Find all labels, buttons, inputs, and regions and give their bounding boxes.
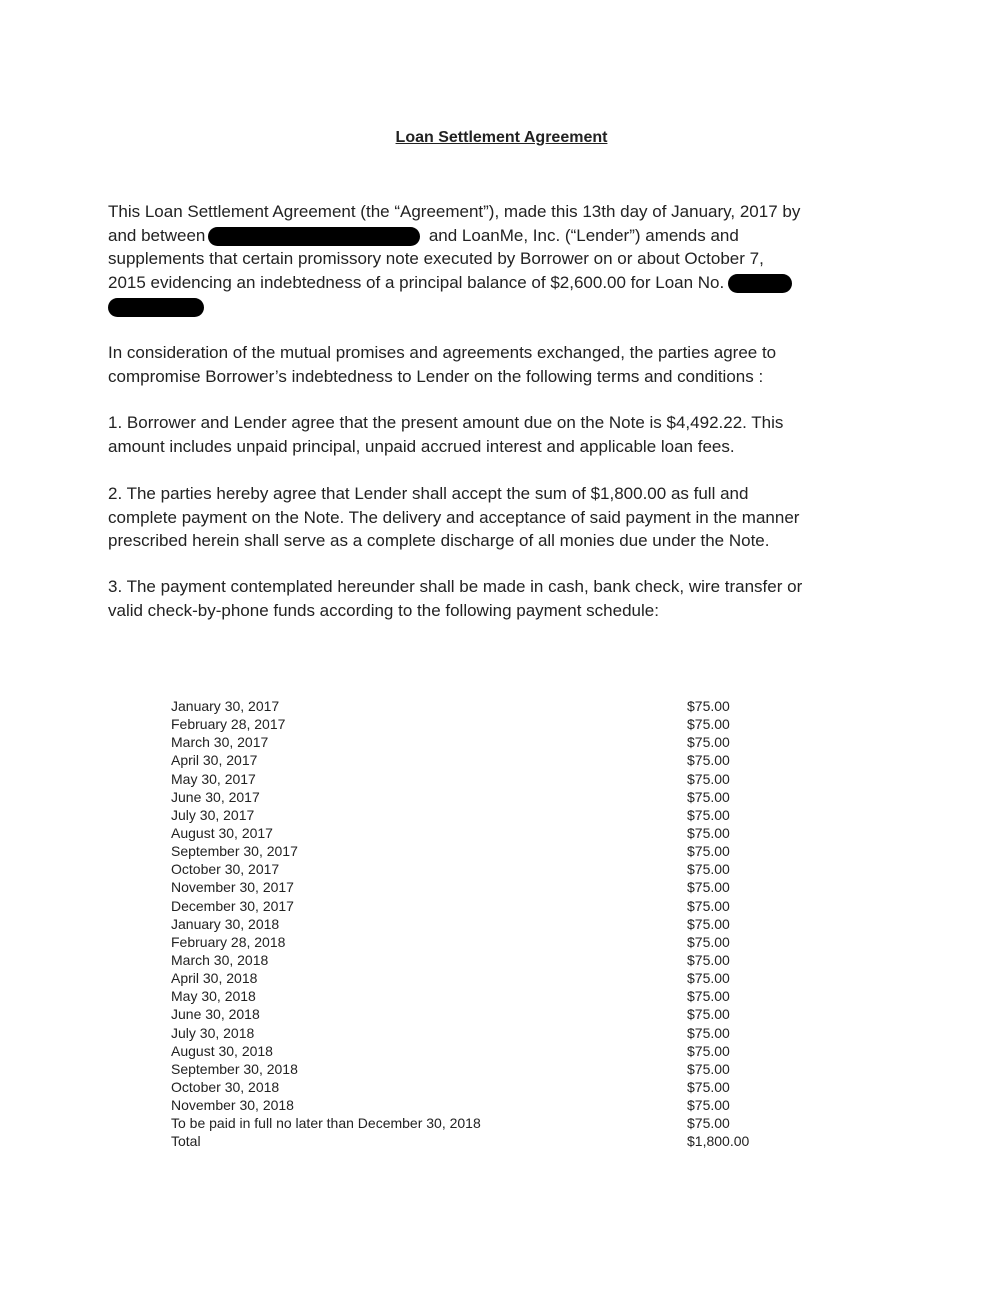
schedule-date: April 30, 2017	[171, 752, 258, 769]
schedule-row	[171, 878, 771, 896]
consideration-paragraph	[108, 341, 848, 388]
clause-1	[108, 411, 848, 458]
schedule-date: August 30, 2017	[171, 824, 273, 841]
schedule-date: October 30, 2017	[171, 861, 280, 878]
intro-paragraph	[108, 200, 848, 318]
schedule-amount: $75.00	[687, 1115, 730, 1132]
schedule-amount: $75.00	[687, 1060, 730, 1077]
schedule-row	[171, 842, 771, 860]
schedule-row	[171, 915, 771, 933]
intro-line: supplements that certain promissory note executed by Borrower on or about October 7,	[108, 249, 764, 268]
clause-3	[108, 575, 848, 622]
schedule-date: February 28, 2018	[171, 933, 286, 950]
schedule-date: January 30, 2018	[171, 915, 280, 932]
schedule-date: July 30, 2018	[171, 1024, 255, 1041]
schedule-row	[171, 770, 771, 788]
schedule-row	[171, 933, 771, 951]
schedule-row	[171, 806, 771, 824]
schedule-row	[171, 897, 771, 915]
schedule-row	[171, 969, 771, 987]
schedule-date: February 28, 2017	[171, 716, 286, 733]
loan-number-redaction	[728, 274, 792, 293]
schedule-amount: $75.00	[687, 970, 730, 987]
schedule-date: August 30, 2018	[171, 1042, 273, 1059]
schedule-amount: $75.00	[687, 843, 730, 860]
schedule-amount: $75.00	[687, 933, 730, 950]
schedule-row	[171, 824, 771, 842]
schedule-row	[171, 1114, 771, 1132]
schedule-amount: $75.00	[687, 1006, 730, 1023]
schedule-amount: $75.00	[687, 716, 730, 733]
clause-line: 3. The payment contemplated hereunder shall be made in cash, bank check, wire transfer or	[108, 577, 803, 596]
schedule-amount: $75.00	[687, 788, 730, 805]
schedule-amount: $75.00	[687, 770, 730, 787]
clause-line: valid check-by-phone funds according to the following payment schedule:	[108, 600, 659, 620]
schedule-amount: $75.00	[687, 1042, 730, 1059]
schedule-row	[171, 788, 771, 806]
intro-text: and between	[108, 225, 206, 245]
intro-line	[108, 294, 848, 318]
schedule-date: May 30, 2018	[171, 988, 256, 1005]
schedule-date: March 30, 2018	[171, 951, 269, 968]
clause-line: prescribed herein shall serve as a complete discharge of all monies due under the Note.	[108, 531, 770, 550]
loan-number-redaction-continued	[108, 298, 204, 317]
schedule-date: May 30, 2017	[171, 770, 256, 787]
clause-line: amount includes unpaid principal, unpaid accrued interest and applicable loan fees.	[108, 436, 735, 456]
schedule-amount: $75.00	[687, 824, 730, 841]
schedule-date: July 30, 2017	[171, 806, 255, 823]
schedule-date: June 30, 2017	[171, 788, 260, 805]
schedule-row	[171, 1042, 771, 1060]
schedule-amount: $75.00	[687, 879, 730, 896]
schedule-date: November 30, 2018	[171, 1097, 294, 1114]
schedule-amount: $75.00	[687, 752, 730, 769]
schedule-date: October 30, 2018	[171, 1078, 280, 1095]
schedule-row	[171, 715, 771, 733]
schedule-row	[171, 1096, 771, 1114]
schedule-date: December 30, 2017	[171, 897, 294, 914]
schedule-amount: $75.00	[687, 988, 730, 1005]
clause-line: complete payment on the Note. The delivery and acceptance of said payment in the manner	[108, 507, 800, 527]
schedule-total-label: Total	[171, 1133, 201, 1150]
schedule-amount: $75.00	[687, 915, 730, 932]
schedule-amount: $75.00	[687, 897, 730, 914]
intro-line	[108, 271, 848, 295]
schedule-row	[171, 1024, 771, 1042]
schedule-row	[171, 860, 771, 878]
schedule-row	[171, 1005, 771, 1023]
schedule-amount: $75.00	[687, 1097, 730, 1114]
schedule-row	[171, 1078, 771, 1096]
clause-line: 1. Borrower and Lender agree that the present amount due on the Note is $4,492.22. This	[108, 413, 784, 432]
schedule-row	[171, 987, 771, 1005]
document-title: Loan Settlement Agreement	[395, 129, 608, 146]
schedule-row	[171, 697, 771, 715]
schedule-date: November 30, 2017	[171, 879, 294, 896]
schedule-total-amount: $1,800.00	[687, 1133, 750, 1150]
clause-line: 2. The parties hereby agree that Lender shall accept the sum of $1,800.00 as full and	[108, 484, 749, 503]
schedule-row	[171, 751, 771, 769]
schedule-date: June 30, 2018	[171, 1006, 260, 1023]
schedule-date: April 30, 2018	[171, 970, 258, 987]
consideration-line: In consideration of the mutual promises and agreements exchanged, the parties agree to	[108, 343, 777, 362]
schedule-date: September 30, 2018	[171, 1060, 298, 1077]
schedule-date: To be paid in full no later than December 30, 2018	[171, 1115, 481, 1132]
schedule-amount: $75.00	[687, 861, 730, 878]
schedule-row	[171, 733, 771, 751]
consideration-line: compromise Borrower’s indebtedness to Lender on the following terms and conditions :	[108, 366, 764, 386]
schedule-amount: $75.00	[687, 734, 730, 751]
schedule-amount: $75.00	[687, 1078, 730, 1095]
intro-line: This Loan Settlement Agreement (the “Agreement”), made this 13th day of January, 2017 by	[108, 202, 801, 221]
intro-line	[108, 224, 848, 248]
schedule-date: September 30, 2017	[171, 843, 298, 860]
schedule-date: January 30, 2017	[171, 698, 280, 714]
schedule-row	[171, 951, 771, 969]
intro-text: 2015 evidencing an indebtedness of a principal balance of $2,600.00 for Loan No.	[108, 272, 725, 292]
schedule-amount: $75.00	[687, 1024, 730, 1041]
schedule-amount: $75.00	[687, 951, 730, 968]
schedule-row	[171, 1060, 771, 1078]
intro-text: and LoanMe, Inc. (“Lender”) amends and	[428, 225, 739, 245]
schedule-total-row	[171, 1132, 771, 1150]
borrower-name-redaction	[208, 227, 420, 246]
schedule-date: March 30, 2017	[171, 734, 269, 751]
schedule-amount: $75.00	[687, 698, 730, 714]
clause-2	[108, 482, 848, 553]
payment-schedule	[171, 697, 771, 1151]
schedule-amount: $75.00	[687, 806, 730, 823]
